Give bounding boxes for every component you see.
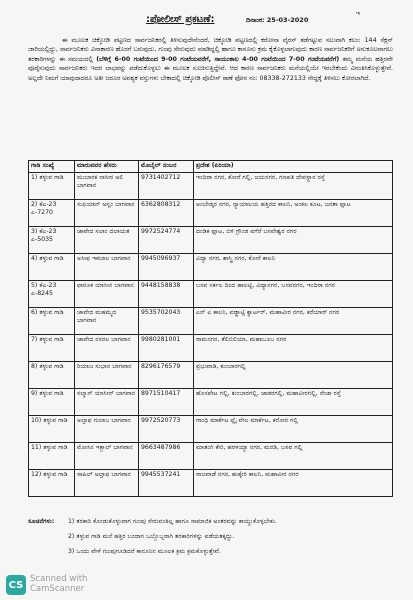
area-cell: ಎನ್ ಎ ಕಾಲನಿ, ವಡ್ಡಾಟ್ಟಿ ಕ್ವಾರ್ಟರ್, ಮಹಾವೀರ ನಗರ, ಕರೆಯಾರ್ ನಗರ bbox=[194, 308, 393, 335]
area-cell: ರಾಜವಾಡೆ ನಗರ, ಹುಕ್ಕೇರಿ ಕಾಲನಿ, ಮಹಾವೀರ ನಗರ bbox=[194, 470, 393, 497]
table-row bbox=[29, 200, 393, 227]
vendor-name-cell: ಸಲ್ಮಾನ್ ಯಾಸೀನ್ ಬಾಗವಾನ bbox=[75, 389, 139, 416]
camscanner-watermark bbox=[30, 574, 87, 594]
header-vendor-name: ಮಾರುವವರ ಹೆಸರು bbox=[75, 161, 139, 173]
area-cell: ಅಂಬೇಡ್ಕರ ನಗರ, ನ್ಯಾಯಾಲಯ ಹತ್ತಿರದ ಕಾಲನಿ, ಅಂಕಲ ಕೂಟ, ಜನತಾ ಪ್ಲಾಟ bbox=[194, 200, 393, 227]
corner-mark: ಇ bbox=[356, 10, 360, 17]
table-row bbox=[29, 173, 393, 200]
note-text: 2) ತಳ್ಳುವ ಗಾಡಿ ಮನೆ ಹತ್ತಿರ ಬಂದಾಗ ಒಬ್ಬೊಬ್ಬರಾಗಿ ತರಕಾರಿಗಳನ್ನು ಪಡೆಯತಕ್ಕದ್ದು. bbox=[68, 533, 235, 540]
vendor-name-cell: ಮುಬಾರಕ ನಾಸೀರ ಅಲಿ ಬಾಗವಾನ bbox=[75, 173, 139, 200]
area-cell: ಹೊಸಪೇಟ ಗಲ್ಲಿ, ಕುಂಬಾರಗಲ್ಲಿ, ಜಾಡರಗಲ್ಲಿ, ಮಹಾವೀರಗಲ್ಲಿ, ನೇಜಾ ರಸ್ತೆ bbox=[194, 389, 393, 416]
mobile-number-cell: 8971510417 bbox=[139, 389, 194, 416]
header-area: ಪ್ರದೇಶ (ಏರಿಯಾ) bbox=[194, 161, 393, 173]
mobile-number-cell: 9945096937 bbox=[139, 254, 194, 281]
cart-number-cell: 5) ಕೆಎ-23 ಎ-8245 bbox=[29, 281, 75, 308]
vendor-name-cell: ಜಾವೇದ ನಸರಲ ಬಾಗವಾನ bbox=[75, 335, 139, 362]
header-cart-number: ಗಾಡಿ ಸಂಖ್ಯೆ bbox=[29, 161, 75, 173]
mobile-number-cell: 9945537241 bbox=[139, 470, 194, 497]
vendor-name-cell: ಅಸೀಫ ಇಕಬಾಲ ಬಾಗವಾನ bbox=[75, 254, 139, 281]
area-cell: ರಾಮನಗರ, ತೆಲಿಬಿಲಿಯಾ, ಮಹಾಬೂಬ ನಗರ bbox=[194, 335, 393, 362]
table-row bbox=[29, 227, 393, 254]
area-cell: ದಂಡಿಕ ಪ್ಲಾಟ, ಬಿಳಿ ಗ್ರೌಂಡ ವಗೆರೆ ಬಸವೇಶ್ವರ ನಗರ bbox=[194, 227, 393, 254]
vendor-name-cell: ಅಲ್ತಾಫ ಗುಲಾಬ ಬಾಗವಾನ bbox=[75, 416, 139, 443]
notice-header bbox=[28, 10, 393, 30]
notice-title: :ಪೋಲೀಸ್ ಪ್ರಕಟಣೆ: bbox=[146, 14, 215, 25]
mobile-number-cell: 9731402712 bbox=[139, 173, 194, 200]
cart-number-cell: 6) ತಳ್ಳುವ ಗಾಡಿ bbox=[29, 308, 75, 335]
vendor-name-cell: ಫಾರೂಕ ಯಾಸೀನ ಬಾಗವಾನ bbox=[75, 281, 139, 308]
cart-number-cell: 3) ಕೆಎ-23 ಎ-5035 bbox=[29, 227, 75, 254]
header-mobile-number: ಮೊಬೈಲ್ ನಂಬರ bbox=[139, 161, 194, 173]
note-text: 1) ತರಕಾರಿ ಕೊಂಡುಕೊಳ್ಳುವಾಗ ಗುಂಪು ಸೇರುವಂತಿಲ್ಲ ಹಾಗೂ ಸಾಮಾಜಿಕ ಅಂತರವನ್ನು ಕಾಯ್ದುಕೊಳ್ಳಬೇಕು. bbox=[68, 518, 277, 525]
body-paragraph-end: ತಮ್ಮ ಮನೆಯ ಹತ್ತಿರವೇ ಪೂರೈಸುವುದು ಸಾರ್ವಜನಿಕರು ಇದರ ಲಾಭವನ್ನು ಪಡೆದುಕೊಳ್ಳಲು ಈ ಮೂಲಕ ಸೂಚಿಸುತ್ತಿದ್ದೇವೆ. ಆದ ಕಾರಣ ಸಾರ್ವಜನಿಕರು ಮನೆಯಲ್ಲಿಯೇ ಇರಬೇಕೆಂದು ವಿನಂತಿಸಿಕೊಳ್ಳುತ್ತೇವೆ. ಅಲ್ಲದೇ ನಿಮಗೆ ಯಾವುದಾದರೂ ಅತೀ ಜರೂರ ಅವಶ್ಯಕ ವಸ್ತುಗಳು ಬೇಕಾದಲ್ಲಿ ಚಿಕ್ಕೋಡಿ ಪೊಲೀಸ್ ಠಾಣೆ ಫೋನ ನಂ: 08338-272133 ನೇದ್ದಕ್ಕೆ ತಿಳಿಸಲು ಕೋರಲಾಗಿದೆ. bbox=[28, 55, 393, 82]
area-cell: ಇಂದಿರಾ ನಗರ, ಕೋರೆ ಗಲ್ಲಿ, ಜಯನಗರ, ಗಣಪತಿ ದೇವಸ್ಥಾನ ರಸ್ತೆ bbox=[194, 173, 393, 200]
cart-number-cell: 2) ಕೆಎ-23 ಎ-7270 bbox=[29, 200, 75, 227]
table-header-row bbox=[29, 161, 393, 173]
cart-number-cell: 9) ತಳ್ಳುವ ಗಾಡಿ bbox=[29, 389, 75, 416]
vendor-table bbox=[28, 160, 393, 497]
mobile-number-cell: 9535702043 bbox=[139, 308, 194, 335]
note-item bbox=[28, 518, 393, 526]
mobile-number-cell: 9448158838 bbox=[139, 281, 194, 308]
note-text: 3) ಒಂದು ವೇಳೆ ಗುಂಪುಗೂಡಿದರೆ ಕಾನೂನಿನ ಮೂಲಕ ಕ್ರಮ ಕ್ರಮಕೊಳ್ಳುತ್ತೇವೆ. bbox=[68, 548, 221, 555]
area-cell: ಮಾತಂಗಿ ಕೇರಿ, ಹರಳಯ್ಯಾ ನಗರ, ಮರಡಿ, ಬಸವ ಗಲ್ಲಿ bbox=[194, 443, 393, 470]
vendor-name-cell: ಜಾವೇದ ಮಹಮ್ಮದ ಬಾಗವಾನ bbox=[75, 308, 139, 335]
body-paragraph-start: ಈ ಮೂಲಕ ಚಿಕ್ಕೋಡಿ ಪಟ್ಟಣದ ಸಾರ್ವಜನಿಕರಲ್ಲಿ ತಿಳಿಸುವುದೇನೆಂದರೆ, ಚಿಕ್ಕೋಡಿ ಪಟ್ಟಣದಲ್ಲಿ ಕರೋನಾ ವೈರಸ್ ತಡೆಗಟ್ಟುವ ಸಲುವಾಗಿ ಕಲಂ: 144 ಸೆಕ್ಷನ್ ಜಾರಿಯಲ್ಲಿದ್ದು, ಸಾರ್ವಜನಿಕರು ವಿನಾಕಾರಣ ಹೊರಗೆ ಬರುವುದು, ಗುಂಪು ಸೇರುವುದು ಮಾಡಿದ್ದಲ್ಲಿ ಹಾಗೂ ಕಾನೂನು ಕ್ರಮ ಕೈಕೊಳ್ಳಲಾಗುವುದು ಕಾರಣ ಸಾರ್ವಜನಿಕರಿಗೆ ಅನುಕೂಲವಾಗಲು ತರಕಾರಿಗಳನ್ನು ಈ ಸಮಯದಲ್ಲಿ bbox=[28, 37, 393, 63]
area-cell: ಬಸವ ಸರ್ಕಲ ದಿಂದ ಹಾಲಟ್ಟಿ, ವಿದ್ಯಾನಗರ, ಬಸವನಗರ, ಇಂದಿರಾ ನಗರ bbox=[194, 281, 393, 308]
mobile-number-cell: 8296176579 bbox=[139, 362, 194, 389]
table-row bbox=[29, 362, 393, 389]
mobile-number-cell: 9663487986 bbox=[139, 443, 194, 470]
table-row bbox=[29, 254, 393, 281]
notice-body bbox=[28, 36, 393, 83]
notice-notes bbox=[28, 518, 393, 563]
mobile-number-cell: 9972524774 bbox=[139, 227, 194, 254]
cart-number-cell: 12) ತಳ್ಳುವ ಗಾಡಿ bbox=[29, 470, 75, 497]
notice-date: ದಿನಾಂಕ: 25-03-2020 bbox=[246, 16, 309, 24]
table-row bbox=[29, 470, 393, 497]
note-item bbox=[28, 533, 393, 541]
cart-number-cell: 11) ತಳ್ಳುವ ಗಾಡಿ bbox=[29, 443, 75, 470]
watermark-line-2: CamScanner bbox=[30, 584, 85, 594]
mobile-number-cell: 9972520773 bbox=[139, 416, 194, 443]
table-row bbox=[29, 443, 393, 470]
vendor-name-cell: ರಿಯಾಜ ಸುಭಾನ ಬಾಗವಾನ bbox=[75, 362, 139, 389]
vendor-name-cell: ಮೋಸಿನ ಇಕ್ಬಾಲ್ ಬಾಗವಾನ bbox=[75, 443, 139, 470]
cart-number-cell: 10) ತಳ್ಳುವ ಗಾಡಿ bbox=[29, 416, 75, 443]
camscanner-logo-icon: CS bbox=[6, 575, 26, 595]
body-timings: (ಬೆಳಿಗ್ಗೆ 6-00 ಗಂಟೆಯಿಂದ 9-00 ಗಂಟೆಯವರೆಗೆ, ಸಾಯಂಕಾಲ 4-00 ಗಂಟೆಯಿಂದ 7-00 ಗಂಟೆಯವರೆಗೆ) bbox=[96, 55, 340, 63]
notice-page bbox=[28, 10, 393, 558]
table-row bbox=[29, 416, 393, 443]
cart-number-cell: 4) ತಳ್ಳುವ ಗಾಡಿ bbox=[29, 254, 75, 281]
watermark-line-1: Scanned with bbox=[30, 574, 88, 584]
table-row bbox=[29, 335, 393, 362]
table-row bbox=[29, 281, 393, 308]
vendor-name-cell: ಜಾವೇದ ಸಲಾಂ ದಲಾಯತ bbox=[75, 227, 139, 254]
cart-number-cell: 7) ತಳ್ಳುವ ಗಾಡಿ bbox=[29, 335, 75, 362]
table-row bbox=[29, 389, 393, 416]
mobile-number-cell: 9980281001 bbox=[139, 335, 194, 362]
note-item bbox=[28, 548, 393, 556]
mobile-number-cell: 6362808312 bbox=[139, 200, 194, 227]
vendor-name-cell: ಸುಫಿಯಾನ್ ಅಸ್ಲಂ ಬಾಗವಾನ bbox=[75, 200, 139, 227]
table-row bbox=[29, 308, 393, 335]
cart-number-cell: 8) ತಳ್ಳುವ ಗಾಡಿ bbox=[29, 362, 75, 389]
cart-number-cell: 1) ತಳ್ಳುವ ಗಾಡಿ bbox=[29, 173, 75, 200]
notes-lead: ಸೂಚನೆಗಳು: bbox=[28, 518, 55, 525]
area-cell: ಪ್ರಭುವಾಡಿ, ಕುಂಬಾರಗಲ್ಲಿ bbox=[194, 362, 393, 389]
area-cell: ವಿದ್ಯಾ ನಗರ, ಶಾಸ್ತ್ರಿ ನಗರ, ಕೋರೆ ಕಾಲನಿ bbox=[194, 254, 393, 281]
area-cell: ಗಾಂಧಿ ಮಾರ್ಕೆಟ ಪ್ಲೈ ವೇಲ ಮಾರ್ಕೆಟ, ಕರೋರ ಗಲ್ಲಿ bbox=[194, 416, 393, 443]
vendor-name-cell: ಸಾಹಿಲ್ ಅಲ್ತಾಫ ಬಾಗವಾನ bbox=[75, 470, 139, 497]
